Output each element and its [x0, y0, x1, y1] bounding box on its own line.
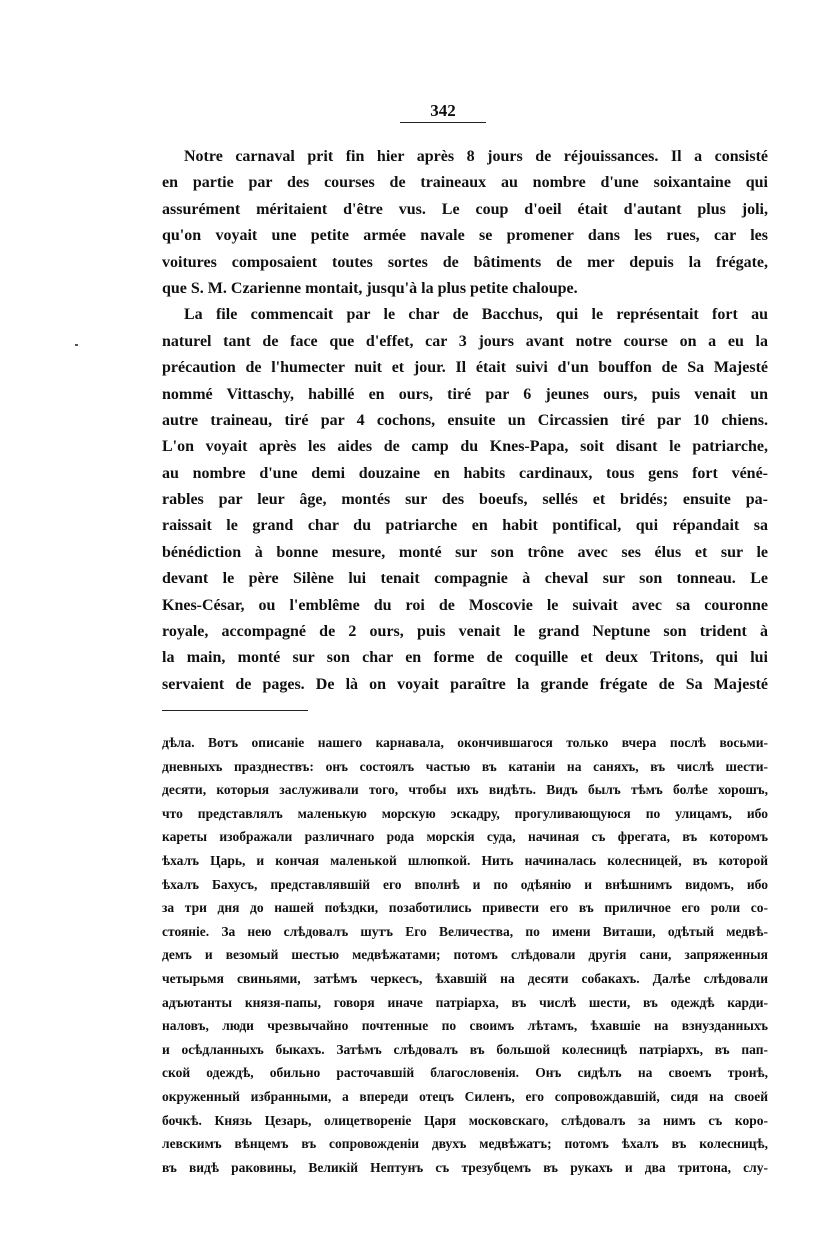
text-line: ской одеждѣ, обильно расточавшій благословенія. Онъ сидѣлъ на своемъ тронѣ, — [162, 1065, 768, 1081]
text-line: дневныхъ празднествъ: онъ состоялъ частью въ катаніи на саняхъ, въ числѣ шести- — [162, 758, 768, 774]
text-line: въ видѣ раковины, Великій Нептунъ съ трезубцемъ въ рукахъ и два тритона, слу- — [162, 1159, 768, 1175]
text-line: левскимъ вѣнцемъ въ сопровожденіи двухъ медвѣжатъ; потомъ ѣхалъ въ колесницѣ, — [162, 1136, 768, 1152]
text-line: демъ и везомый шестью медвѣжатами; потомъ слѣдовали другія сани, запряженныя — [162, 947, 768, 963]
text-line: дѣла. Вотъ описаніе нашего карнавала, окончившагося только вчера послѣ восьми- — [162, 735, 768, 750]
text-line: royale, accompagné de 2 ours, puis venait le grand Neptune son trident à — [162, 623, 768, 641]
text-line: assurément méritaient d'être vus. Le coup d'oeil était d'autant plus joli, — [162, 200, 768, 218]
footnote-russian — [162, 731, 768, 1179]
text-line: адъютанты князя-папы, говоря иначе патріарха, въ числѣ шести, въ одеждѣ карди- — [162, 994, 768, 1010]
text-line: ѣхалъ Бахусъ, представлявшій его вполнѣ и по одѣянію и внѣшнимъ видомъ, ибо — [162, 876, 768, 892]
text-line: Notre carnaval prit fin hier après 8 jours de réjouissances. Il a consisté — [184, 148, 768, 165]
footnote-rule — [162, 710, 308, 711]
text-line: qu'on voyait une petite armée navale se promener dans les rues, car les — [162, 227, 768, 245]
text-line: voitures composaient toutes sortes de bâtiments de mer depuis la frégate, — [162, 253, 768, 271]
text-line: servaient de pages. De là on voyait paraître la grande frégate de Sa Majesté — [162, 675, 768, 693]
text-line: десяти, которыя заслуживали того, чтобы ихъ видѣть. Видъ былъ тѣмъ болѣе хорошъ, — [162, 782, 768, 798]
text-line: raissait le grand char du patriarche en habit pontifical, qui répandait sa — [162, 517, 768, 535]
text-line: La file commencait par le char de Bacchus, qui le représentait fort au — [184, 306, 768, 324]
text-line: бочкѣ. Князь Цезарь, олицетвореніе Царя московскаго, слѣдовалъ за нимъ съ коро- — [162, 1112, 768, 1128]
text-line: bénédiction à bonne mesure, monté sur son trône avec ses élus et sur le — [162, 543, 768, 561]
text-line: autre traineau, tiré par 4 cochons, ensuite un Circassien tiré par 10 chiens. — [162, 411, 768, 429]
text-line: nommé Vittaschy, habillé en ours, tiré par 6 jeunes ours, puis venait un — [162, 385, 768, 403]
text-line: ѣхалъ Царь, и кончая маленькой шлюпкой. Нить начиналась колесницей, въ которой — [162, 852, 768, 868]
text-line: en partie par des courses de traineaux au nombre d'une soixantaine qui — [162, 174, 768, 192]
text-line: кареты изображали различнаго рода морскія суда, начиная съ фрегата, въ которомъ — [162, 829, 768, 845]
text-line: за три дня до нашей поѣздки, позаботились привести его въ приличное его роли со- — [162, 900, 768, 916]
page-number: 342 — [430, 101, 456, 120]
text-line: стояніе. За нею слѣдовалъ шутъ Его Величества, по имени Виташи, одѣтый медвѣ- — [162, 923, 768, 939]
text-line: и осѣдланныхъ быкахъ. Затѣмъ слѣдовалъ въ большой колесницѣ патріархъ, въ пап- — [162, 1041, 768, 1057]
text-line: la main, monté sur son char en forme de coquille et deux Tritons, qui lui — [162, 649, 768, 667]
main-text-french — [162, 144, 768, 698]
text-line: au nombre d'une demi douzaine en habits cardinaux, tous gens fort véné- — [162, 464, 768, 482]
page-number-rule — [400, 122, 486, 123]
text-line: L'on voyait après les aides de camp du Knes-Papa, soit disant le patriarche, — [162, 438, 768, 456]
text-line: précaution de l'humecter nuit et jour. Il était suivi d'un bouffon de Sa Majesté — [162, 359, 768, 377]
text-line: наловъ, люди чрезвычайно почтенные по своимъ лѣтамъ, ѣхавшіе на взнузданныхъ — [162, 1018, 768, 1034]
text-line: rables par leur âge, montés sur des boeufs, sellés et bridés; ensuite pa- — [162, 491, 768, 509]
text-line: Knes-César, ou l'emblême du roi de Moscovie le suivait avec sa couronne — [162, 596, 768, 614]
text-line: devant le père Silène lui tenait compagnie à cheval sur son tonneau. Le — [162, 570, 768, 588]
text-line: naturel tant de face que d'effet, car 3 jours avant notre course on a eu la — [162, 332, 768, 350]
text-line: que S. M. Czarienne montait, jusqu'à la plus petite chaloupe. — [162, 279, 578, 297]
text-line: окруженный избранными, а впереди отецъ Силенъ, его сопровождавшій, сидя на своей — [162, 1088, 768, 1104]
text-line: четырьмя свиньями, затѣмъ черкесъ, ѣхавшій на десяти собакахъ. Далѣе слѣдовали — [162, 970, 768, 986]
scan-mark — [75, 344, 78, 346]
text-line: что представлялъ маленькую морскую эскадру, прогуливающуюся по улицамъ, ибо — [162, 805, 768, 821]
